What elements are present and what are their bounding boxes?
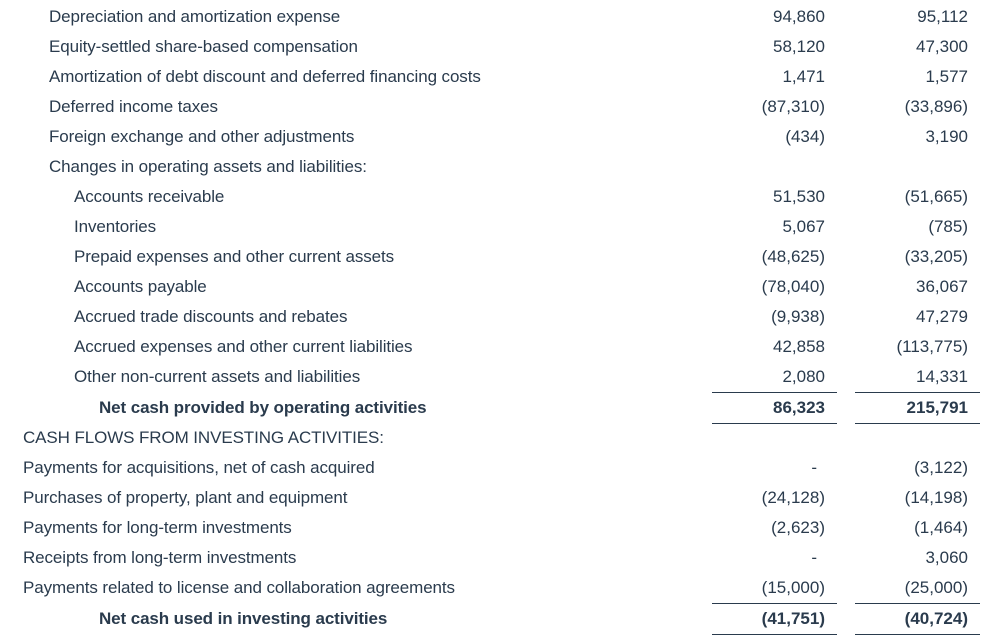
row-label: Net cash provided by operating activities [99, 398, 427, 417]
row-label: Deferred income taxes [49, 97, 218, 116]
section-heading [0, 424, 1002, 454]
row-label: Accounts payable [74, 277, 207, 296]
value-col2: 1,577 [925, 67, 968, 86]
table-row [0, 243, 1002, 273]
value-col1: - [811, 548, 817, 567]
value-col2: 47,300 [916, 37, 968, 56]
value-col1: (48,625) [761, 247, 825, 266]
table-row [0, 333, 1002, 363]
value-col1: 42,858 [773, 337, 825, 356]
value-col2: 95,112 [917, 7, 968, 26]
row-label: Accrued expenses and other current liabilities [74, 337, 413, 356]
row-label: Receipts from long-term investments [23, 548, 297, 567]
value-col2: (113,775) [896, 337, 968, 356]
value-col2: (25,000) [904, 578, 968, 597]
value-col1: - [811, 458, 817, 477]
table-row [0, 514, 1002, 544]
value-col1: 58,120 [773, 37, 825, 56]
subtotal-rule [712, 603, 837, 604]
value-col1: (87,310) [761, 97, 825, 116]
row-label: Payments for long-term investments [23, 518, 292, 537]
table-row [0, 93, 1002, 123]
table-row [0, 63, 1002, 93]
table-row [0, 574, 1002, 604]
value-col2: (33,205) [904, 247, 968, 266]
row-label: Inventories [74, 217, 157, 236]
table-row [0, 123, 1002, 153]
total-rule [712, 634, 837, 635]
table-row [0, 3, 1002, 33]
value-col1: 1,471 [782, 67, 825, 86]
value-col2: (3,122) [914, 458, 968, 477]
value-col1: (434) [785, 127, 825, 146]
value-col2: 36,067 [916, 277, 968, 296]
subtotal-rule [712, 392, 837, 393]
value-col2: 47,279 [916, 307, 968, 326]
value-col1: 51,530 [773, 187, 825, 206]
value-col2: (785) [928, 217, 968, 236]
table-row [0, 183, 1002, 213]
table-row [0, 213, 1002, 243]
value-col1: 2,080 [782, 367, 825, 386]
row-label: Accounts receivable [74, 187, 225, 206]
section-title: CASH FLOWS FROM INVESTING ACTIVITIES: [23, 428, 384, 447]
subtotal-rule [855, 392, 980, 393]
value-col1: 94,860 [773, 7, 825, 26]
row-label: Depreciation and amortization expense [49, 7, 341, 26]
table-row [0, 303, 1002, 333]
row-label: Payments related to license and collaboration agreements [23, 578, 455, 597]
value-col2: (51,665) [904, 187, 968, 206]
row-label: Amortization of debt discount and deferred financing costs [49, 67, 481, 86]
total-rule [855, 634, 980, 635]
value-col2: (1,464) [914, 518, 968, 537]
row-label: Other non-current assets and liabilities [74, 367, 361, 386]
row-label: Foreign exchange and other adjustments [49, 127, 355, 146]
subtotal-rule [855, 603, 980, 604]
value-col1: (41,751) [761, 609, 825, 628]
value-col1: (2,623) [771, 518, 825, 537]
row-label: Accrued trade discounts and rebates [74, 307, 348, 326]
table-row [0, 363, 1002, 393]
table-row [0, 33, 1002, 63]
table-row [0, 484, 1002, 514]
value-col1: 86,323 [773, 398, 825, 417]
value-col2: (40,724) [904, 609, 968, 628]
section-subheading-row [0, 153, 1002, 183]
row-label: Purchases of property, plant and equipment [23, 488, 348, 507]
value-col2: 14,331 [916, 367, 968, 386]
row-label: Net cash used in investing activities [99, 609, 388, 628]
value-col2: (14,198) [904, 488, 968, 507]
value-col1: 5,067 [782, 217, 825, 236]
value-col1: (24,128) [761, 488, 825, 507]
row-label: Payments for acquisitions, net of cash acquired [23, 458, 375, 477]
value-col2: 215,791 [906, 398, 968, 417]
row-label: Changes in operating assets and liabilities: [49, 157, 367, 176]
value-col2: 3,060 [925, 548, 968, 567]
table-row [0, 454, 1002, 484]
row-label: Prepaid expenses and other current assets [74, 247, 395, 266]
value-col2: 3,190 [925, 127, 968, 146]
table-row [0, 544, 1002, 574]
row-label: Equity-settled share-based compensation [49, 37, 358, 56]
value-col1: (15,000) [761, 578, 825, 597]
table-row [0, 273, 1002, 303]
value-col2: (33,896) [904, 97, 968, 116]
subtotal-row [0, 605, 1002, 635]
value-col1: (78,040) [761, 277, 825, 296]
subtotal-row [0, 394, 1002, 424]
value-col1: (9,938) [771, 307, 825, 326]
